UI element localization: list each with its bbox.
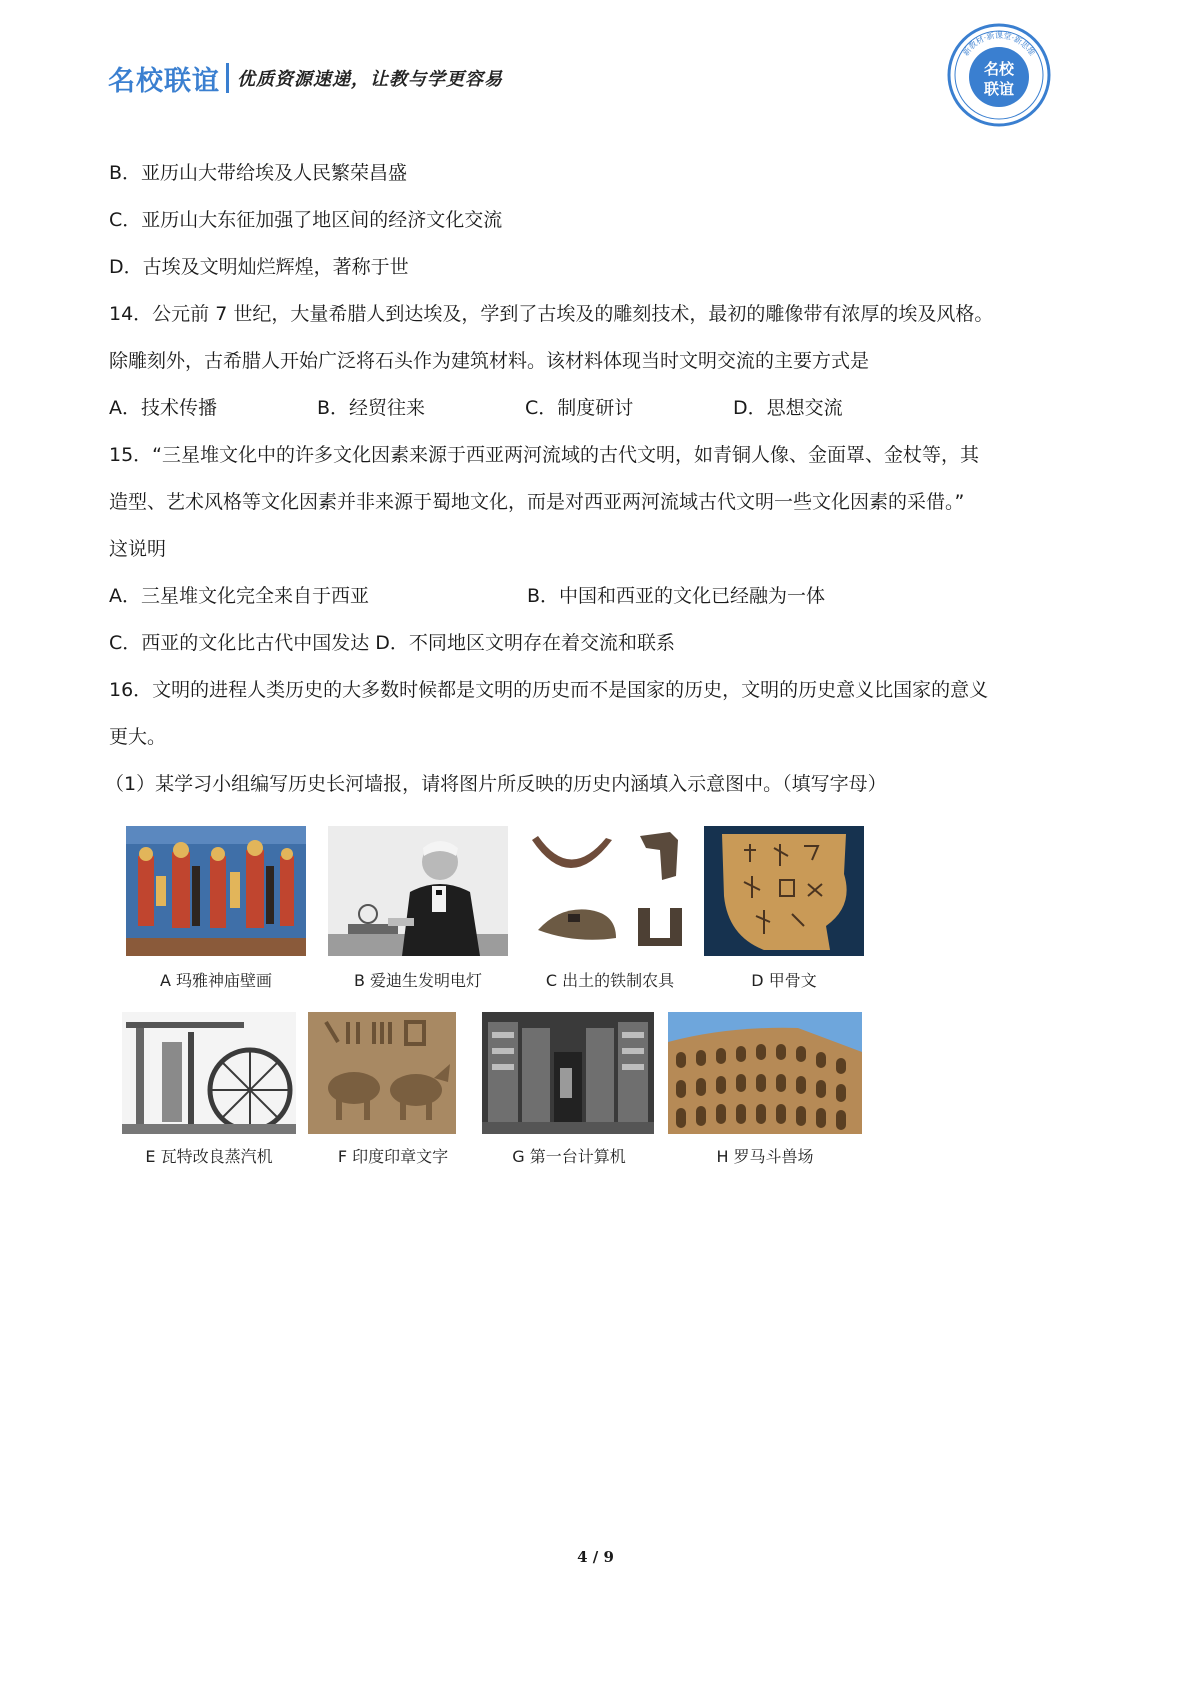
q14-stem-line1: 14．公元前 7 世纪，大量希腊人到达埃及，学到了古埃及的雕刻技术，最初的雕像带有浓厚的埃及风格。 xyxy=(109,303,994,325)
figure-b xyxy=(328,826,508,996)
roman-colosseum-image xyxy=(668,1012,862,1134)
figure-a xyxy=(126,826,306,996)
q15-stem-line1: 15．“三星堆文化中的许多文化因素来源于西亚两河流域的古代文明，如青铜人像、金面罩、金杖等，其 xyxy=(109,444,980,466)
figure-d-caption: D 甲骨文 xyxy=(751,971,817,990)
q14-option-c: C．制度研讨 xyxy=(525,397,634,419)
iron-farm-tools-image xyxy=(520,826,700,956)
q16-stem-line1: 16．文明的进程人类历史的大多数时候都是文明的历史而不是国家的历史，文明的历史意义比国家的意义 xyxy=(109,679,989,701)
q16-stem-line2: 更大。 xyxy=(109,726,167,748)
svg-text:名校: 名校 xyxy=(983,60,1015,78)
q15-stem-line2: 造型、艺术风格等文化因素并非来源于蜀地文化，而是对西亚两河流域古代文明一些文化因素的采借。” xyxy=(109,491,965,513)
page-number: 4 / 9 xyxy=(577,1548,614,1566)
edison-lightbulb-image xyxy=(328,826,508,956)
figure-c xyxy=(520,826,700,996)
figure-c-caption: C 出土的铁制农具 xyxy=(545,971,675,990)
brand-divider xyxy=(226,63,229,93)
figure-b-caption: B 爱迪生发明电灯 xyxy=(353,971,483,990)
indus-seal-script-image xyxy=(308,1012,456,1134)
figure-a-caption: A 玛雅神庙壁画 xyxy=(159,971,273,990)
watt-steam-engine-image xyxy=(122,1012,296,1134)
figure-g xyxy=(478,1012,660,1182)
q14-options xyxy=(109,385,1099,432)
svg-text:联谊: 联谊 xyxy=(983,80,1015,98)
question-content xyxy=(105,150,1099,808)
brand-slogan: 优质资源速递，让教与学更容易 xyxy=(237,69,503,90)
page-header xyxy=(108,58,503,98)
oracle-bone-image xyxy=(704,826,864,956)
q15-options-ab xyxy=(109,573,1099,620)
q14-option-a: A．技术传播 xyxy=(109,397,217,419)
q14-option-b: B．经贸往来 xyxy=(317,397,426,419)
school-seal-logo xyxy=(946,22,1052,128)
figure-f xyxy=(298,1012,488,1182)
q14-stem-line2: 除雕刻外，古希腊人开始广泛将石头作为建筑材料。该材料体现当时文明交流的主要方式是 xyxy=(109,350,870,372)
q13-option-c: C．亚历山大东征加强了地区间的经济文化交流 xyxy=(109,209,503,231)
figure-g-caption: G 第一台计算机 xyxy=(512,1147,626,1166)
q16-subquestion-1: （1）某学习小组编写历史长河墙报，请将图片所反映的历史内涵填入示意图中。（填写字母） xyxy=(105,773,887,795)
q13-option-d: D．古埃及文明灿烂辉煌，著称于世 xyxy=(109,256,409,278)
figure-f-caption: F 印度印章文字 xyxy=(337,1147,449,1166)
figure-e xyxy=(118,1012,300,1182)
q15-option-a: A．三星堆文化完全来自于西亚 xyxy=(109,585,369,607)
brand-logo-text: 名校联谊 xyxy=(108,65,220,97)
figure-h xyxy=(666,1012,864,1182)
first-computer-image xyxy=(482,1012,654,1134)
svg-text:新教材·新课堂·新思维: 新教材·新课堂·新思维 xyxy=(961,31,1037,58)
q15-option-b: B．中国和西亚的文化已经融为一体 xyxy=(527,585,826,607)
q15-options-cd: C．西亚的文化比古代中国发达 D．不同地区文明存在着交流和联系 xyxy=(109,632,675,654)
q13-option-b: B．亚历山大带给埃及人民繁荣昌盛 xyxy=(109,162,408,184)
figure-h-caption: H 罗马斗兽场 xyxy=(716,1147,814,1166)
q14-option-d: D．思想交流 xyxy=(733,397,843,419)
figure-e-caption: E 瓦特改良蒸汽机 xyxy=(145,1147,273,1166)
q15-stem-line3: 这说明 xyxy=(109,538,167,560)
figure-d xyxy=(694,826,874,996)
maya-mural-image xyxy=(126,826,306,956)
